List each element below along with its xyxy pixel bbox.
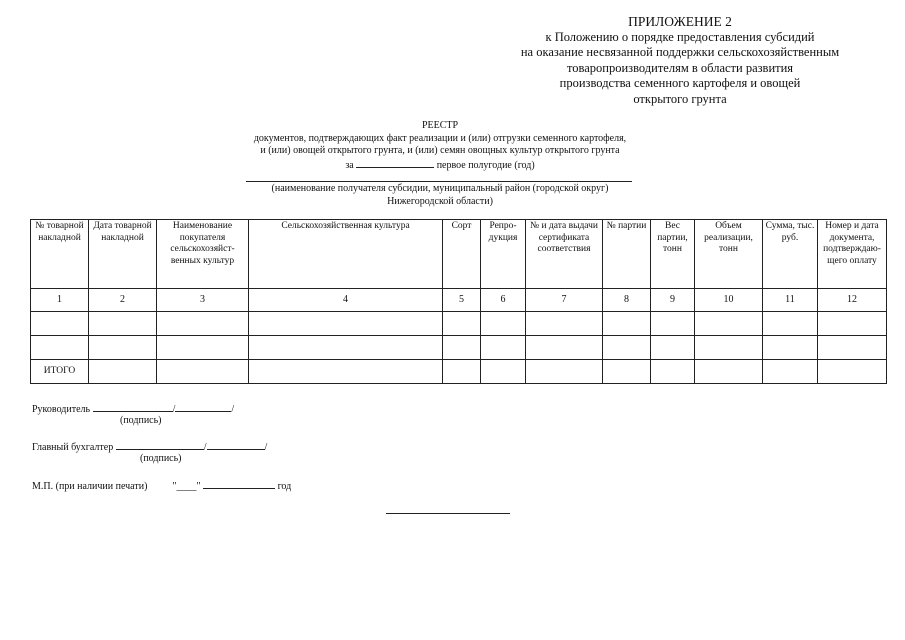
stamp-label: М.П. (при наличии печати) (32, 481, 148, 492)
appendix-heading (500, 14, 860, 107)
header-cell: Репро-дукция (481, 220, 526, 289)
column-number: 8 (603, 289, 651, 312)
column-number: 1 (31, 289, 89, 312)
appendix-line: к Положению о порядке предоставления субсидий (545, 29, 815, 44)
table-cell[interactable] (249, 312, 443, 336)
column-number: 6 (481, 289, 526, 312)
head-caption: (подпись) (120, 415, 162, 426)
table-cell[interactable] (157, 360, 249, 384)
table-row (31, 312, 887, 336)
column-number: 5 (443, 289, 481, 312)
table-cell[interactable] (89, 312, 157, 336)
header-cell: Вес партии, тонн (651, 220, 695, 289)
table-cell[interactable] (695, 336, 763, 360)
header-cell: № партии (603, 220, 651, 289)
register-line: документов, подтверждающих факт реализации и (или) отгрузки семенного картофеля, (253, 132, 627, 144)
appendix-title: ПРИЛОЖЕНИЕ 2 (628, 14, 732, 29)
table-cell[interactable] (481, 312, 526, 336)
header-cell: Сорт (443, 220, 481, 289)
table-cell[interactable] (157, 312, 249, 336)
accountant-caption: (подпись) (140, 453, 182, 464)
table-cell[interactable] (651, 312, 695, 336)
appendix-line: открытого грунта (633, 91, 727, 106)
header-cell: Сельскохозяйственная культура (249, 220, 443, 289)
header-cell: Наименование покупателя сельскохозяйст-венных культур (157, 220, 249, 289)
table-cell[interactable] (763, 360, 818, 384)
head-signature-row: Руководитель / / (32, 404, 235, 415)
table-row (31, 336, 887, 360)
table-cell[interactable] (481, 360, 526, 384)
table-cell[interactable] (695, 360, 763, 384)
column-number: 3 (157, 289, 249, 312)
footer-divider (386, 513, 510, 514)
date-month-blank[interactable] (203, 479, 275, 489)
appendix-line: производства семенного картофеля и овощей (559, 76, 801, 90)
accountant-name-blank[interactable] (207, 440, 265, 450)
register-heading (215, 120, 665, 172)
column-number: 12 (818, 289, 887, 312)
register-title: РЕЕСТР (421, 120, 459, 131)
table-cell[interactable] (249, 360, 443, 384)
period-suffix: первое полугодие (год) (436, 159, 535, 171)
period-row (215, 158, 665, 173)
table-cell[interactable] (443, 312, 481, 336)
register-table (30, 219, 887, 384)
date-day-blank[interactable]: "____" (172, 481, 201, 492)
table-cell[interactable] (89, 336, 157, 360)
register-line: и (или) овощей открытого грунта, и (или) семян овощных культур открытого грунта (260, 145, 620, 156)
table-cell[interactable] (526, 312, 603, 336)
accountant-signature-blank[interactable] (116, 440, 204, 450)
appendix-line: товаропроизводителям в области развития (566, 60, 794, 75)
table-cell[interactable] (31, 312, 89, 336)
column-number: 10 (695, 289, 763, 312)
accountant-label: Главный бухгалтер (32, 442, 114, 453)
recipient-caption (215, 183, 665, 208)
appendix-line: на оказание несвязанной поддержки сельскохозяйственным (520, 45, 840, 59)
head-signature-blank[interactable] (93, 402, 173, 412)
period-blank (356, 158, 434, 168)
total-label: ИТОГО (31, 360, 89, 384)
table-cell[interactable] (651, 336, 695, 360)
header-cell: № и дата выдачи сертификата соответствия (526, 220, 603, 289)
table-cell[interactable] (651, 360, 695, 384)
table-cell[interactable] (818, 312, 887, 336)
table-cell[interactable] (89, 360, 157, 384)
stamp-row (32, 479, 291, 492)
year-label: год (277, 481, 292, 492)
period-prefix: за (345, 159, 354, 171)
table-cell[interactable] (763, 312, 818, 336)
table-cell[interactable] (763, 336, 818, 360)
header-cell: Объем реализации, тонн (695, 220, 763, 289)
column-number: 11 (763, 289, 818, 312)
column-number: 4 (249, 289, 443, 312)
table-cell[interactable] (603, 360, 651, 384)
total-row (31, 360, 887, 384)
accountant-signature-row: Главный бухгалтер / / (32, 442, 268, 453)
header-cell: Дата товарной накладной (89, 220, 157, 289)
table-cell[interactable] (481, 336, 526, 360)
column-number: 7 (526, 289, 603, 312)
table-cell[interactable] (695, 312, 763, 336)
table-cell[interactable] (31, 336, 89, 360)
recipient-blank-line (246, 181, 632, 182)
column-number-row (31, 289, 887, 312)
recipient-caption-line: Нижегородской области) (387, 195, 493, 207)
table-cell[interactable] (818, 336, 887, 360)
table-cell[interactable] (818, 360, 887, 384)
table-header-row (31, 220, 887, 289)
header-cell: Сумма, тыс. руб. (763, 220, 818, 289)
column-number: 9 (651, 289, 695, 312)
recipient-caption-line: (наименование получателя субсидии, муниципальный район (городской округ) (271, 183, 609, 194)
header-cell: № товарной накладной (31, 220, 89, 289)
table-cell[interactable] (157, 336, 249, 360)
table-cell[interactable] (443, 336, 481, 360)
head-label: Руководитель (32, 404, 91, 415)
table-cell[interactable] (526, 360, 603, 384)
table-cell[interactable] (603, 336, 651, 360)
table-cell[interactable] (249, 336, 443, 360)
table-cell[interactable] (443, 360, 481, 384)
table-cell[interactable] (526, 336, 603, 360)
header-cell: Номер и дата документа, подтверждаю-щего оплату (818, 220, 887, 289)
table-cell[interactable] (603, 312, 651, 336)
head-name-blank[interactable] (175, 402, 231, 412)
column-number: 2 (89, 289, 157, 312)
